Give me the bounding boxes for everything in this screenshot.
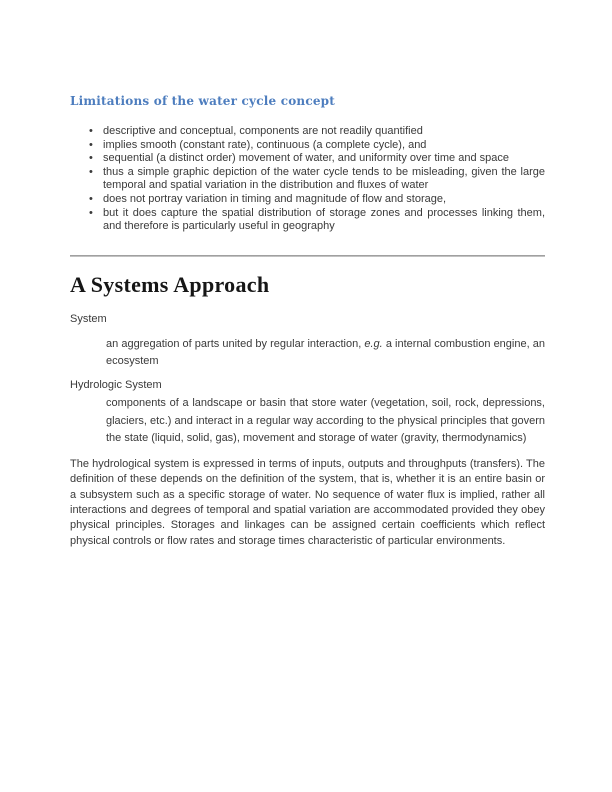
term-hydrologic-system: Hydrologic System: [70, 378, 162, 391]
definition-text-emphasis: e.g.: [364, 337, 383, 350]
page-title: A Systems Approach: [70, 271, 270, 297]
list-item-text: but it does capture the spatial distribution of storage zones and processes linking them, and therefore is particularly useful in geography: [103, 206, 545, 233]
section-divider: [70, 255, 545, 257]
body-paragraph: The hydrological system is expressed in terms of inputs, outputs and throughputs (transfers). The definition of these depends on the definition of the system, that is, whether it is an entire basin or a subsystem such as a specific storage of water. No sequence of water flux is implied, rather all interactions and degrees of temporal and spatial variation are accommodated provided they obey physical principles. Storages and linkages can be assigned certain coefficients which reflect physical controls or flow rates and storage times characteristic of particular environments.: [70, 457, 545, 547]
definition-hydrologic-system: components of a landscape or basin that store water (vegetation, soil, rock, depressions, glaciers, etc.) and interact in a regular way according to the physical principles that govern the state (liquid, solid, gas), movement and storage of water (gravity, thermodynamics): [106, 396, 545, 445]
term-system: System: [70, 312, 107, 325]
list-item: [70, 152, 545, 166]
bullet-icon: •: [89, 152, 93, 165]
list-item-text: sequential (a distinct order) movement of water, and uniformity over time and space: [103, 152, 509, 165]
bullet-icon: •: [89, 125, 93, 137]
list-item: [70, 139, 545, 153]
list-item-text: does not portray variation in timing and magnitude of flow and storage,: [103, 192, 447, 205]
bullet-icon: •: [89, 206, 93, 219]
list-item-text: descriptive and conceptual, components are not readily quantified: [103, 125, 423, 137]
bullet-icon: •: [89, 192, 93, 205]
section-heading: Limitations of the water cycle concept: [70, 94, 336, 108]
list-item: [70, 166, 545, 193]
list-item: [70, 193, 545, 207]
list-item-text: thus a simple graphic depiction of the water cycle tends to be misleading, given the large temporal and spatial variation in the distribution and fluxes of water: [103, 165, 545, 192]
definition-text-pre: an aggregation of parts united by regular interaction,: [106, 337, 365, 350]
definition-system: [70, 336, 545, 371]
bullet-icon: •: [89, 165, 93, 178]
list-item: [70, 125, 545, 139]
list-item-text: implies smooth (constant rate), continuous (a complete cycle), and: [103, 138, 427, 151]
definition-text-post: a internal combustion engine, an ecosystem: [106, 337, 545, 368]
bullet-icon: •: [89, 138, 93, 151]
limitations-list: [70, 125, 545, 234]
list-item: [70, 207, 545, 234]
